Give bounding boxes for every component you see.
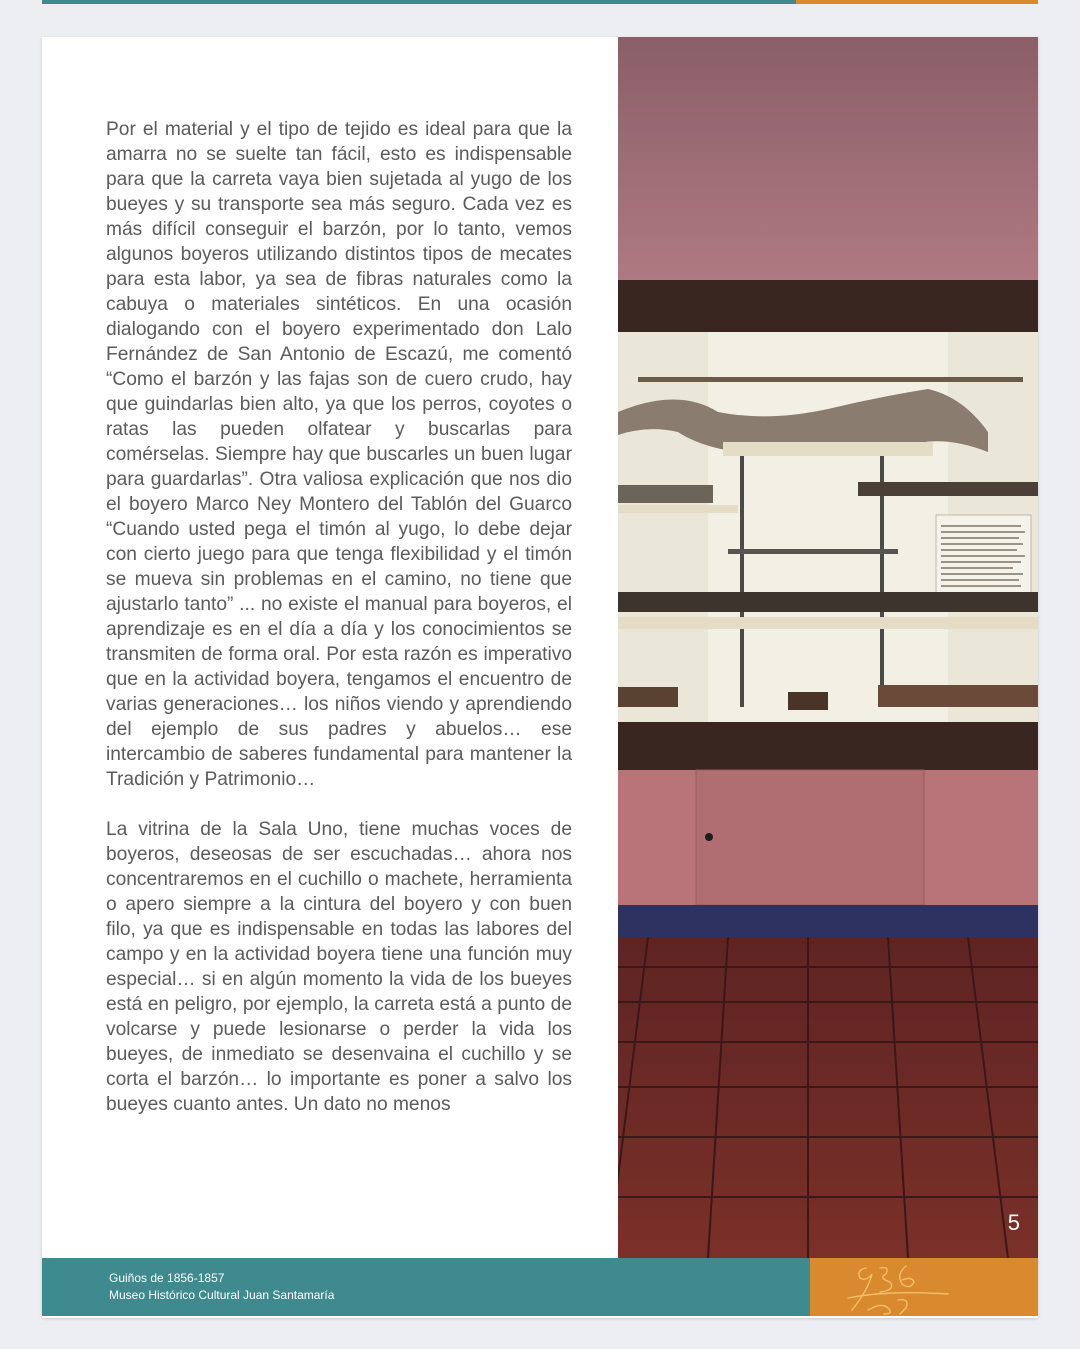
top-strip-accent [796, 0, 1038, 4]
paragraph-1: Por el material y el tipo de tejido es ideal para que la amarra no se suelte tan fácil, esto es indispensable para que la carreta vaya bien sujetada al yugo de los bueyes y su transporte sea más seguro. Cada vez es más difícil conseguir el barzón, por lo tanto, vemos algunos boyeros utilizando distintos tipos de mecates para esta labor, ya sea de fibras naturales como la cabuya o materiales sintéticos. En una ocasión dialogando con el boyero experimentado don Lalo Fernández de San Antonio de Escazú, me comentó “Como el barzón y las fajas son de cuero crudo, hay que guindarlas bien alto, ya que los perros, coyotes o ratas las pueden olfatear y buscarlas para comérselas. Siempre hay que buscarles un buen lugar para guardarlas”. Otra valiosa explicación que nos dio el boyero Marco Ney Montero del Tablón del Guarco “Cuando usted pega el timón al yugo, lo debe dejar con cierto juego para que tenga flexibilidad y el timón se mueva sin problemas en el camino, no tiene que ajustarlo tanto” ... no existe el manual para boyeros, el aprendizaje es en el día a día y los conocimientos se transmiten de forma oral. Por esta razón es imperativo que en la actividad boyera, tengamos el encuentro de varias generaciones… los niños viendo y aprendiendo del ejemplo de sus padres y abuelos… ese intercambio de saberes fundamental para mantener la Tradición y Patrimonio… [106, 119, 572, 790]
museum-showcase-photo [618, 37, 1038, 1258]
document-page [42, 37, 1038, 1318]
paragraph-2: La vitrina de la Sala Uno, tiene muchas voces de boyeros, deseosas de ser escuchadas… ahora nos concentraremos en el cuchillo o machete, herramienta o apero siempre a la cintura del boyero y con buen filo, ya que es indispensable en todas las labores del campo y en la actividad boyera tiene una función muy especial… si en algún momento la vida de los bueyes está en peligro, por ejemplo, la carreta está a punto de volcarse y puede lesionarse o perder la vida los bueyes, de inmediato se desenvaina el cuchillo y se corta el barzón… lo importante es poner a salvo los bueyes cuanto antes. Un dato no menos [106, 819, 572, 1115]
1856-logo-icon [838, 1260, 978, 1316]
footer-line-1: Guiños de 1856-1857 [109, 1271, 225, 1285]
footer-line-2: Museo Histórico Cultural Juan Santamaría [109, 1288, 335, 1302]
footer [42, 1258, 1038, 1316]
body-text [106, 117, 572, 1142]
footer-accent [810, 1258, 1038, 1316]
page-number: 5 [1007, 1210, 1020, 1235]
footer-text [109, 1270, 334, 1304]
